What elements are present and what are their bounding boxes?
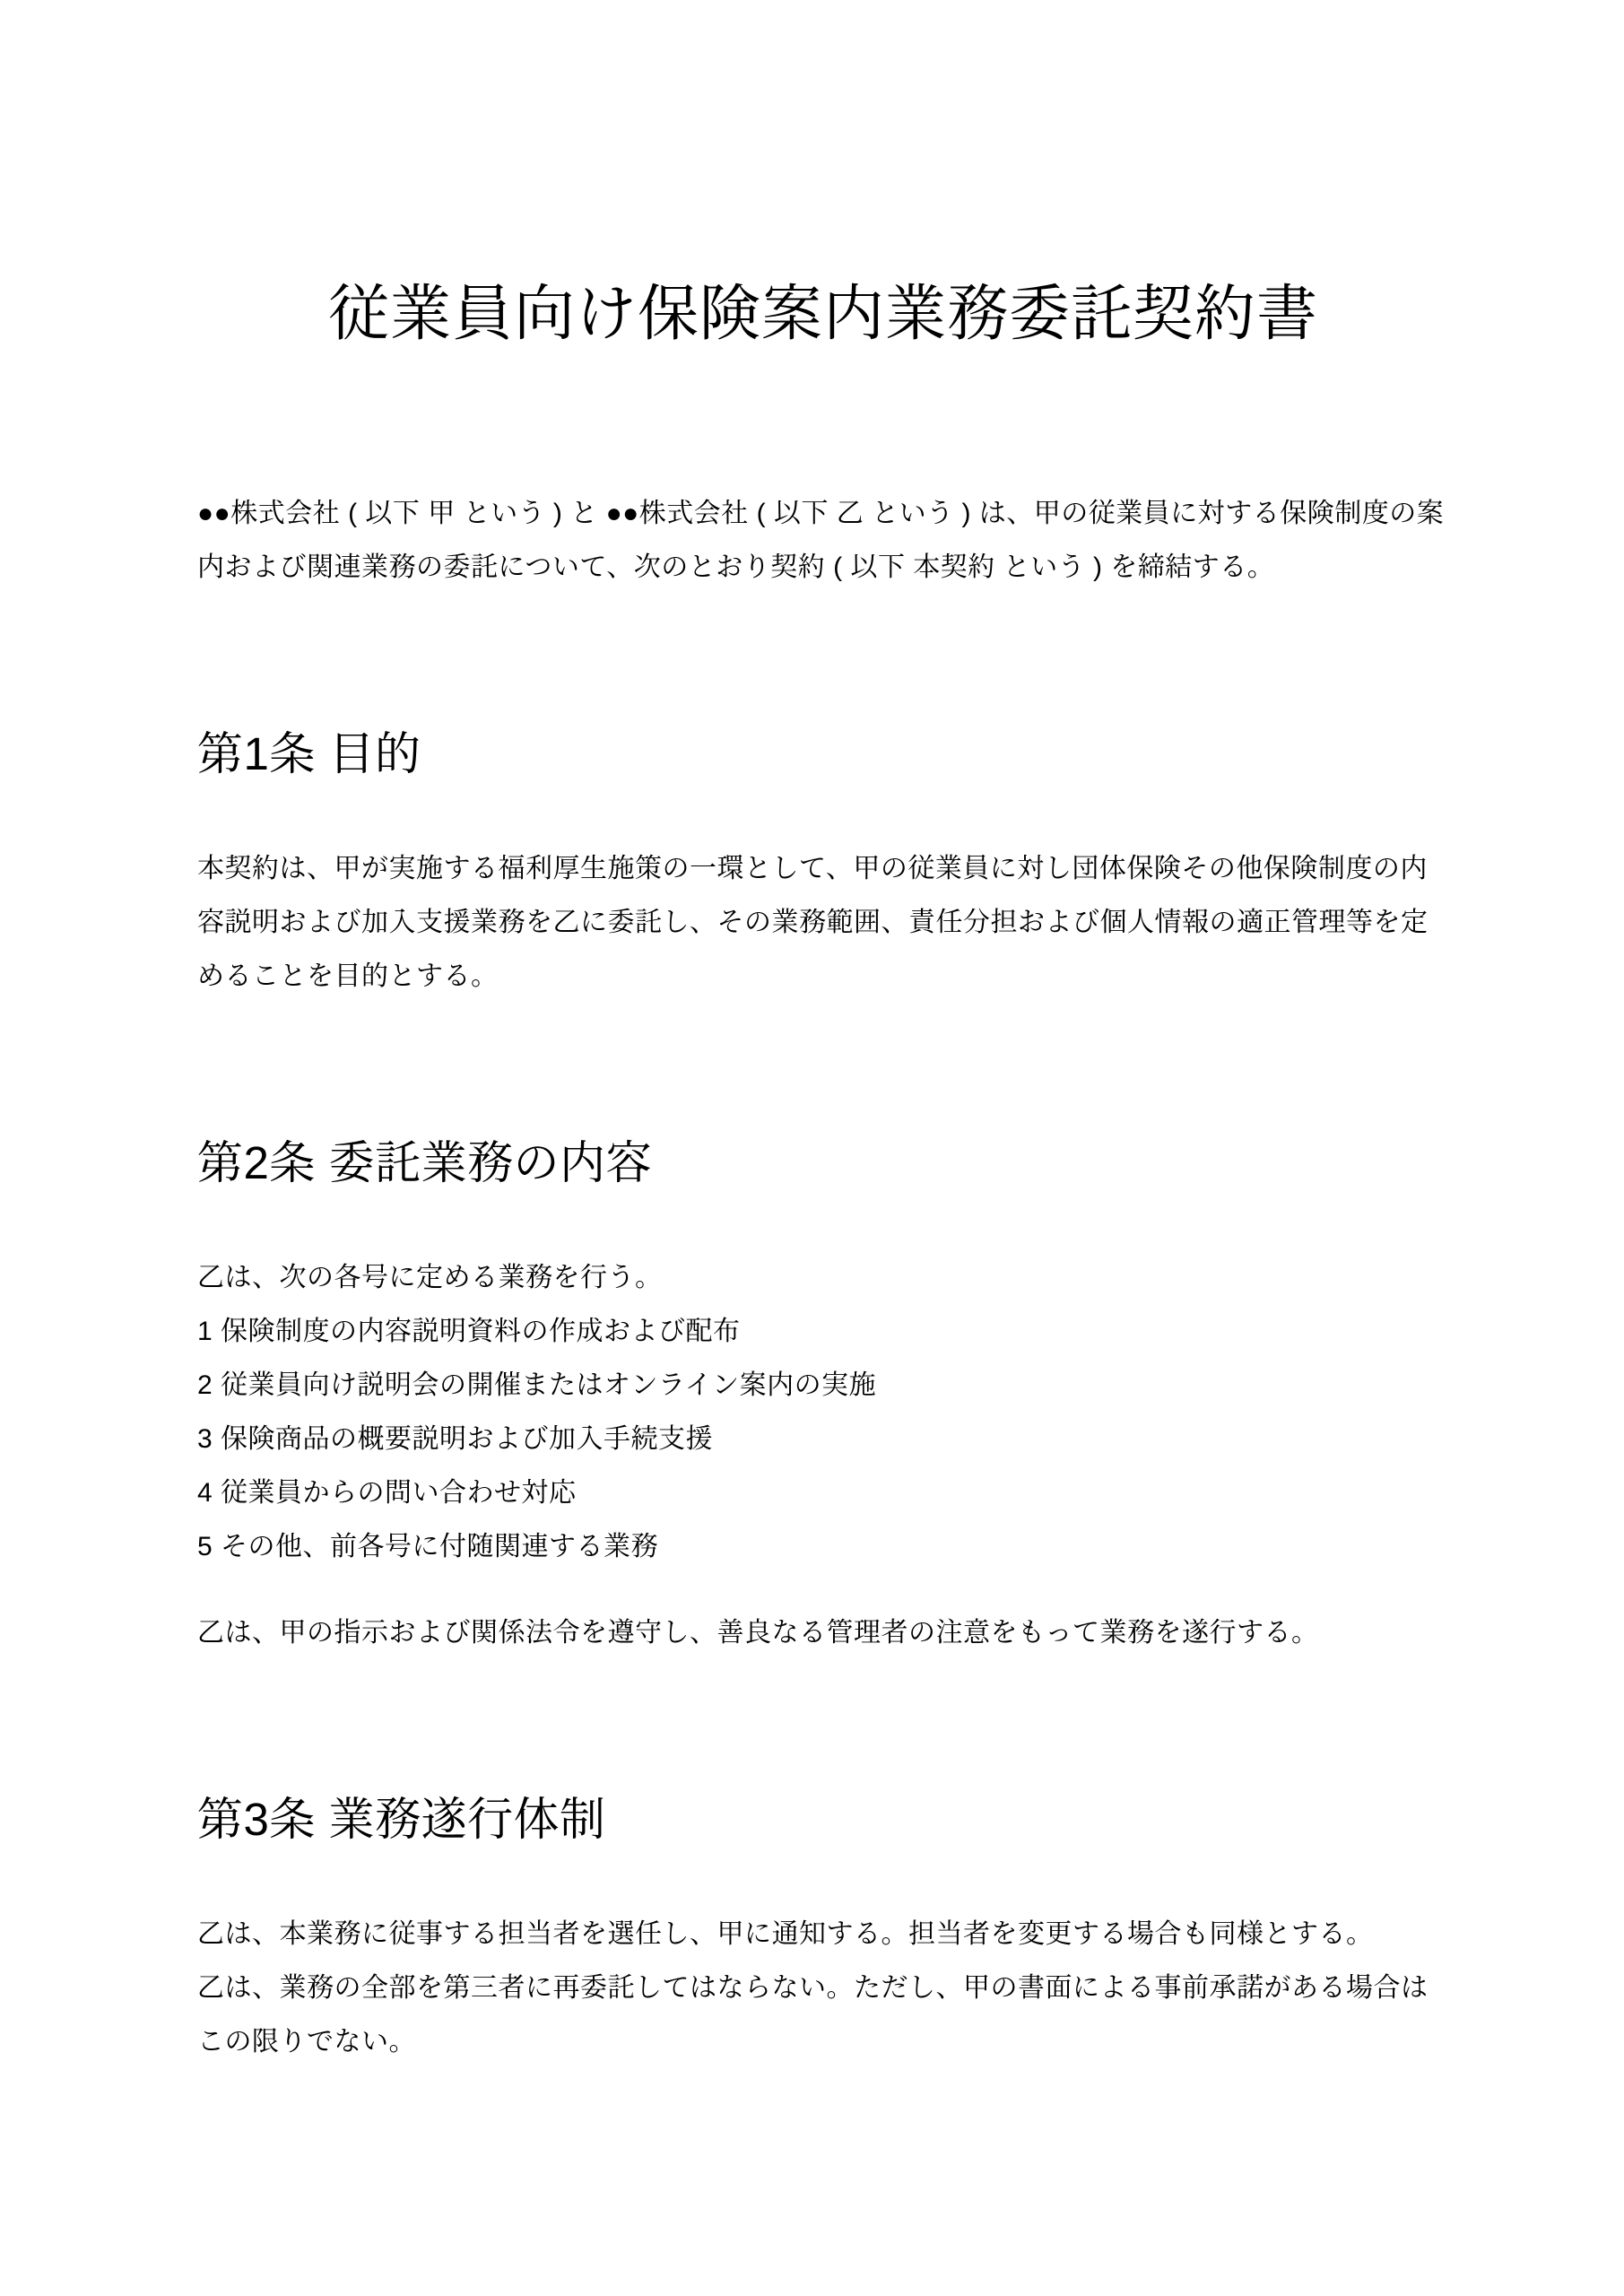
article-1-paragraph: 本契約は、甲が実施する福利厚生施策の一環として、甲の従業員に対し団体保険その他保険制度の内容説明および加入支援業務を乙に委託し、その業務範囲、責任分担および個人情報の適正管理等を定めることを目的とする。 [197,854,1429,991]
article-2-closing-paragraph: 乙は、甲の指示および関係法令を遵守し、善良なる管理者の注意をもって業務を遂行する。 [197,1618,1319,1648]
article-1-heading: 第1条 目的 [197,728,421,779]
preamble-paragraph: ●●株式会社 ( 以下 甲 という ) と ●●株式会社 ( 以下 乙 という ) は、甲の従業員に対する保険制度の案内および関連業務の委託について、次のとおり契約 ( 以下 本契約 という ) を締結する。 [197,499,1445,582]
article-2-heading: 第2条 委託業務の内容 [197,1137,653,1188]
article-2-list-item-3: 3 保険商品の概要説明および加入手続支援 [197,1424,714,1454]
article-3-paragraph-2: 乙は、業務の全部を第三者に再委託してはならない。ただし、甲の書面による事前承諾がある場合はこの限りでない。 [197,1973,1429,2057]
article-2-lead-paragraph: 乙は、次の各号に定める業務を行う。 [197,1263,663,1292]
article-2-list-item-1: 1 保険制度の内容説明資料の作成および配布 [197,1317,741,1346]
article-2-list-item-2: 2 従業員向け説明会の開催またはオンライン案内の実施 [197,1370,877,1400]
section-article-1 [197,727,1449,1004]
article-3-heading: 第3条 業務遂行体制 [197,1794,606,1845]
section-article-3 [197,1793,1449,2069]
article-2-item-list [197,1305,1449,1574]
article-2-list-item-5: 5 その他、前各号に付随関連する業務 [197,1532,659,1561]
article-3-paragraph-1: 乙は、本業務に従事する担当者を選任し、甲に通知する。担当者を変更する場合も同様とする。 [197,1919,1374,1949]
document-title: 従業員向け保険案内業務委託契約書 [327,280,1318,348]
section-article-2 [197,1136,1449,1660]
article-2-list-item-4: 4 従業員からの問い合わせ対応 [197,1478,577,1508]
